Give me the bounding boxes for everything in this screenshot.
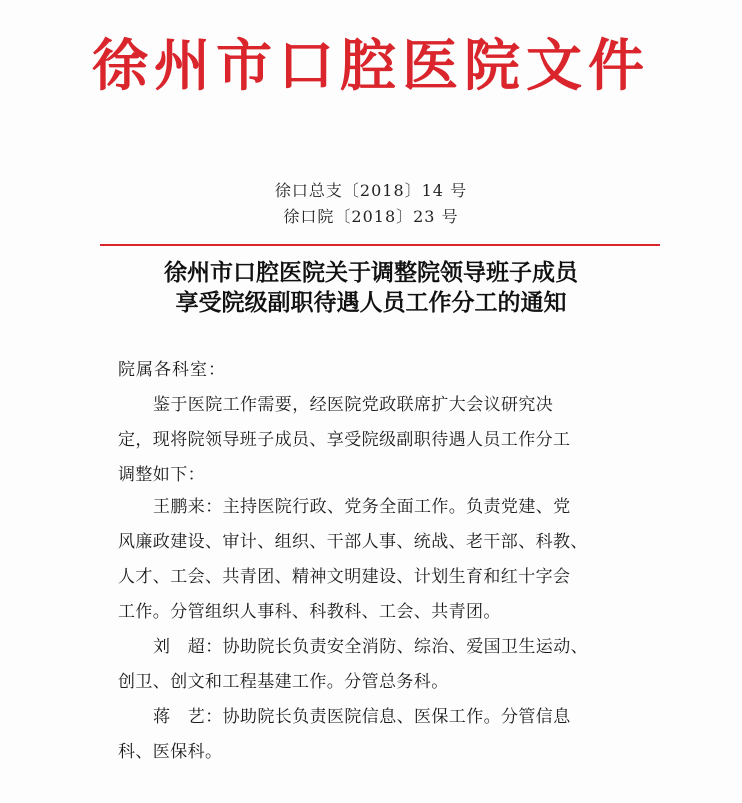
paragraph-line: 王鹏来：主持医院行政、党务全面工作。负责党建、党	[153, 497, 571, 517]
paragraph-line: 调整如下：	[118, 465, 205, 485]
paragraph-line: 蒋 艺：协助院长负责医院信息、医保工作。分管信息	[153, 707, 571, 727]
paragraph-liu-chao	[118, 630, 638, 700]
paragraph-line: 人才、工会、共青团、精神文明建设、计划生育和红十字会	[118, 567, 571, 587]
paragraph-intro	[118, 388, 638, 493]
paragraph-line: 刘 超：协助院长负责安全消防、综治、爱国卫生运动、	[153, 637, 588, 657]
doc-number-hospital: 徐口院〔2018〕23 号	[283, 207, 459, 226]
notice-title-line-2: 享受院级副职待遇人员工作分工的通知	[175, 289, 567, 316]
paragraph-wang-penglai	[118, 490, 638, 630]
paragraph-line: 定，现将院领导班子成员、享受院级副职待遇人员工作分工	[118, 430, 571, 450]
paragraph-jiang-yi	[118, 700, 638, 770]
paragraph-line: 风廉政建设、审计、组织、干部人事、统战、老干部、科教、	[118, 532, 588, 552]
org-header-title: 徐州市口腔医院文件	[92, 33, 650, 99]
paragraph-line: 工作。分管组织人事科、科教科、工会、共青团。	[118, 602, 501, 622]
red-divider-line	[100, 244, 660, 246]
notice-title-line-1: 徐州市口腔医院关于调整院领导班子成员	[164, 259, 578, 286]
paragraph-line: 科、医保科。	[118, 742, 223, 762]
doc-number-party: 徐口总支〔2018〕14 号	[274, 181, 468, 200]
salutation: 院属各科室：	[118, 360, 226, 380]
paragraph-line: 创卫、创文和工程基建工作。分管总务科。	[118, 672, 449, 692]
paragraph-line: 鉴于医院工作需要，经医院党政联席扩大会议研究决	[153, 395, 554, 415]
